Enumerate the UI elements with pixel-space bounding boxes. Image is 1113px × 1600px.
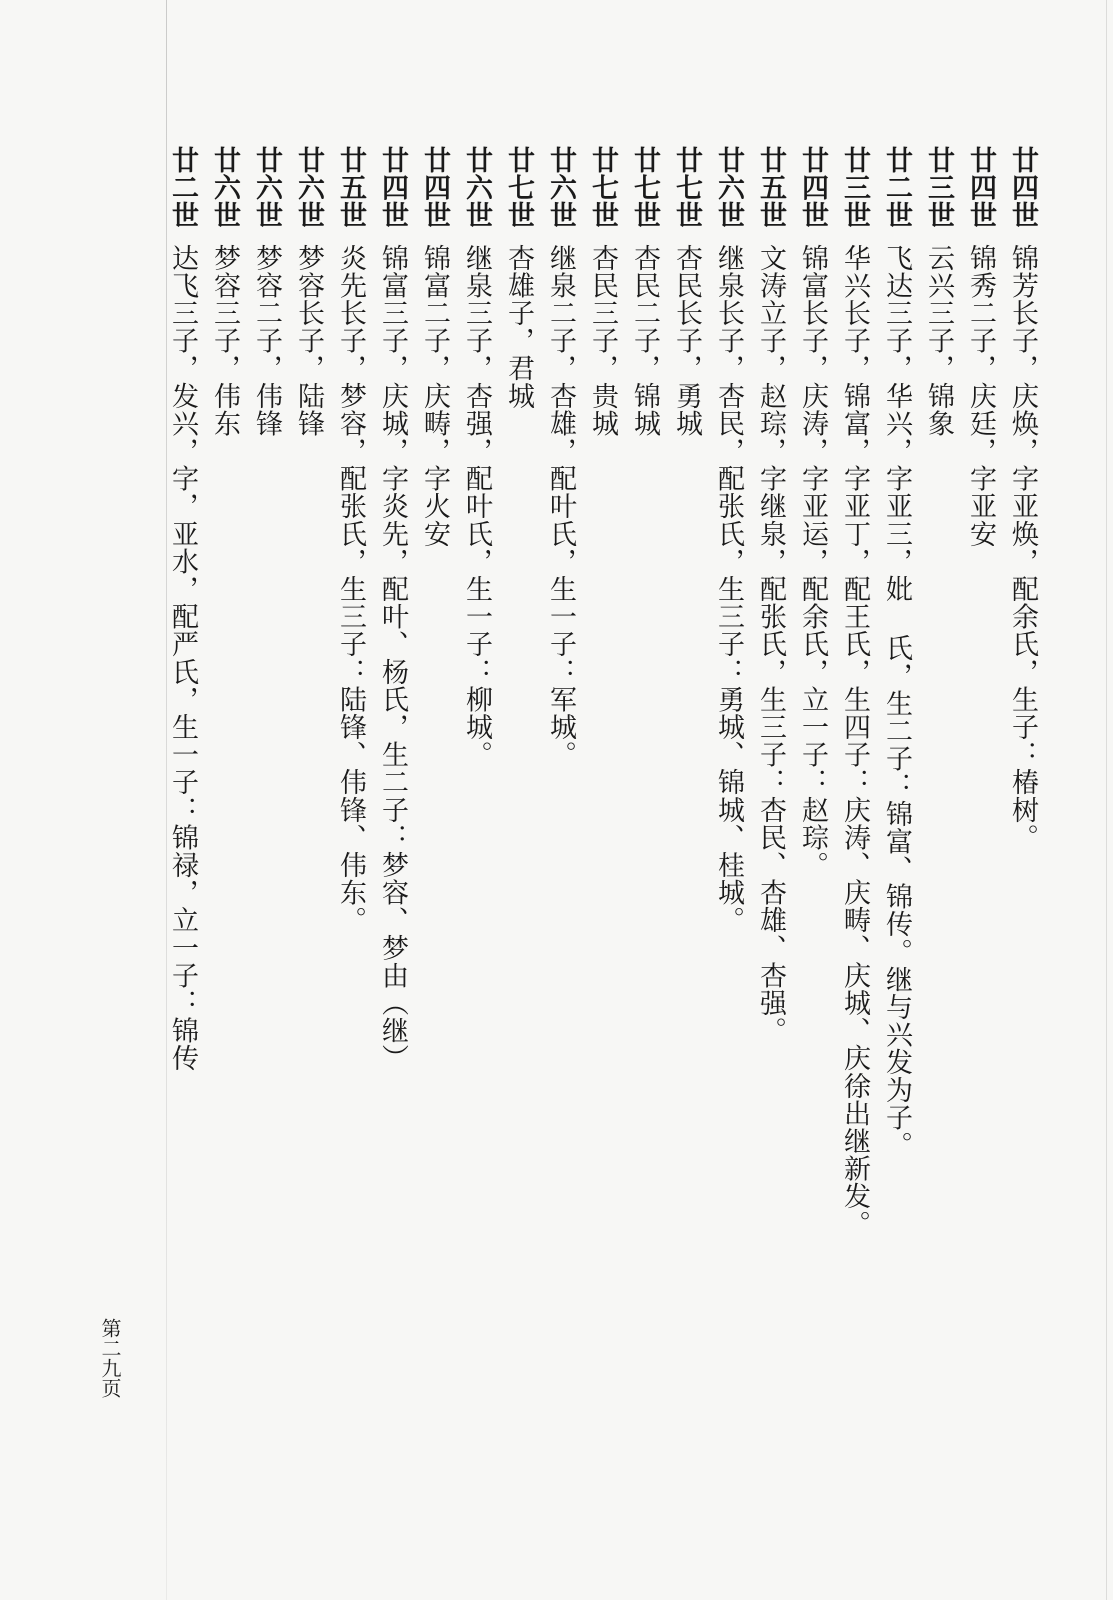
generation-label: 廿六世 <box>293 146 324 229</box>
generation-label: 廿五世 <box>755 146 786 229</box>
generation-label: 廿四世 <box>377 146 408 229</box>
genealogy-entry <box>538 146 574 1346</box>
genealogy-entry <box>370 146 406 1346</box>
entry-text: 杏民二子，锦城 <box>629 244 660 438</box>
entry-text: 继泉长子，杏民，配张氏，生三子：勇城、锦城、桂城。 <box>713 244 744 934</box>
generation-label: 廿四世 <box>1007 146 1038 229</box>
entry-text: 继泉二子，杏雄，配叶氏，生一子：军城。 <box>545 244 576 769</box>
generation-label: 廿七世 <box>629 146 660 229</box>
generation-label: 廿三世 <box>839 146 870 229</box>
entry-text: 杏民三子，贵城 <box>587 244 618 438</box>
entry-text: 杏雄子，君城 <box>503 244 534 410</box>
generation-label: 廿六世 <box>545 146 576 229</box>
entry-text: 飞达三子，华兴，字亚三，妣 氏，生二子：锦富、锦传。继与兴发为子。 <box>881 244 912 1159</box>
genealogy-entry <box>790 146 826 1346</box>
entry-text: 炎先长子，梦容，配张氏，生三子：陆锋、伟锋、伟东。 <box>335 244 366 934</box>
page-edge <box>1106 0 1107 1600</box>
generation-label: 廿二世 <box>167 146 198 229</box>
genealogy-entry <box>916 146 952 1346</box>
entry-text: 达飞三子，发兴，字，亚水，配严氏，生一子：锦禄，立一子：锦传 <box>167 244 198 1072</box>
generation-label: 廿七世 <box>671 146 702 229</box>
entry-text: 锦富三子，庆城，字炎先，配叶、杨氏，生二子：梦容、梦由（继） <box>377 244 408 1072</box>
genealogy-entry <box>160 146 196 1346</box>
genealogy-entry <box>1000 146 1036 1346</box>
generation-label: 廿四世 <box>965 146 996 229</box>
entry-text: 华兴长子，锦富，字亚丁，配王氏，生四子：庆涛、庆畴、庆城、庆徐出继新发。 <box>839 244 870 1238</box>
genealogy-entry <box>958 146 994 1346</box>
genealogy-entry <box>454 146 490 1346</box>
genealogy-entry <box>580 146 616 1346</box>
generation-label: 廿三世 <box>923 146 954 229</box>
entry-text: 梦容三子，伟东 <box>209 244 240 438</box>
generation-label: 廿二世 <box>881 146 912 229</box>
page-number: 第二九页 <box>98 1318 122 1398</box>
generation-label: 廿六世 <box>209 146 240 229</box>
genealogy-entry <box>874 146 910 1346</box>
genealogy-entry <box>244 146 280 1346</box>
genealogy-entry <box>832 146 868 1346</box>
genealogy-entry <box>496 146 532 1346</box>
genealogy-entry <box>286 146 322 1346</box>
entry-text: 梦容二子，伟锋 <box>251 244 282 438</box>
entry-text: 杏民长子，勇城 <box>671 244 702 438</box>
entry-text: 锦富二子，庆畴，字火安 <box>419 244 450 548</box>
generation-label: 廿五世 <box>335 146 366 229</box>
generation-label: 廿七世 <box>503 146 534 229</box>
generation-label: 廿四世 <box>419 146 450 229</box>
entry-text: 云兴三子，锦象 <box>923 244 954 438</box>
genealogy-entry <box>748 146 784 1346</box>
generation-label: 廿六世 <box>713 146 744 229</box>
entry-text: 梦容长子，陆锋 <box>293 244 324 438</box>
entry-text: 文涛立子，赵琮，字继泉，配张氏，生三子：杏民、杏雄、杏强。 <box>755 244 786 1045</box>
generation-label: 廿六世 <box>251 146 282 229</box>
genealogy-entry <box>202 146 238 1346</box>
entry-text: 锦富长子，庆涛，字亚运，配余氏，立一子：赵琮。 <box>797 244 828 879</box>
genealogy-entry <box>706 146 742 1346</box>
generation-label: 廿七世 <box>587 146 618 229</box>
genealogy-entry <box>622 146 658 1346</box>
genealogy-entry <box>412 146 448 1346</box>
genealogy-entry <box>664 146 700 1346</box>
genealogy-entry <box>328 146 364 1346</box>
generation-label: 廿四世 <box>797 146 828 229</box>
generation-label: 廿六世 <box>461 146 492 229</box>
entry-text: 锦芳长子，庆焕，字亚焕，配余氏，生子：椿树。 <box>1007 244 1038 852</box>
entry-text: 锦秀二子，庆廷，字亚安 <box>965 244 996 548</box>
entry-text: 继泉三子，杏强，配叶氏，生一子：柳城。 <box>461 244 492 769</box>
